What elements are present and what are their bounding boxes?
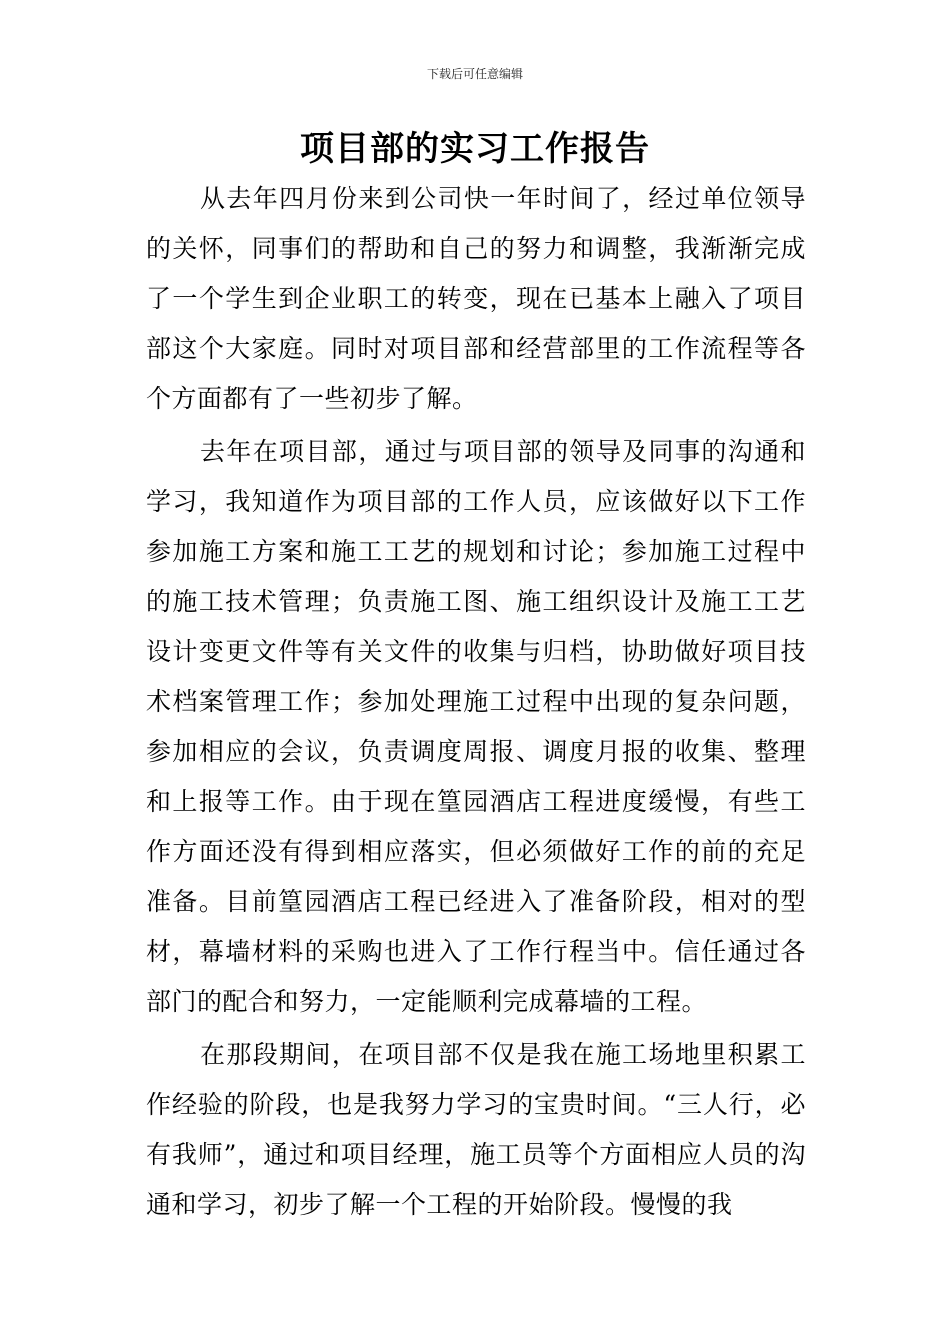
document-body xyxy=(146,174,806,1233)
paragraph-3: 在那段期间，在项目部不仅是我在施工场地里积累工作经验的阶段，也是我努力学习的宝贵时间。“三人行，必有我师”，通过和项目经理，施工员等个方面相应人员的沟通和学习，初步了解一个工程的开始阶段。慢慢的我 xyxy=(146,1040,806,1219)
paragraph-1: 从去年四月份来到公司快一年时间了，经过单位领导的关怀，同事们的帮助和自己的努力和调整，我渐渐完成了一个学生到企业职工的转变，现在已基本上融入了项目部这个大家庭。同时对项目部和经营部里的工作流程等各个方面都有了一些初步了解。 xyxy=(146,184,806,413)
paragraph-2: 去年在项目部，通过与项目部的领导及同事的沟通和学习，我知道作为项目部的工作人员，应该做好以下工作参加施工方案和施工工艺的规划和讨论；参加施工过程中的施工技术管理；负责施工图、施工组织设计及施工工艺设计变更文件等有关文件的收集与归档，协助做好项目技术档案管理工作；参加处理施工过程中出现的复杂问题，参加相应的会议，负责调度周报、调度月报的收集、整理和上报等工作。由于现在篁园酒店工程进度缓慢，有些工作方面还没有得到相应落实，但必须做好工作的前的充足准备。目前篁园酒店工程已经进入了准备阶段，相对的型材，幕墙材料的采购也进入了工作行程当中。信任通过各部门的配合和努力，一定能顺利完成幕墙的工程。 xyxy=(146,437,806,1016)
document-title: 项目部的实习工作报告 xyxy=(300,129,650,169)
header-note: 下载后可任意编辑 xyxy=(426,67,523,81)
